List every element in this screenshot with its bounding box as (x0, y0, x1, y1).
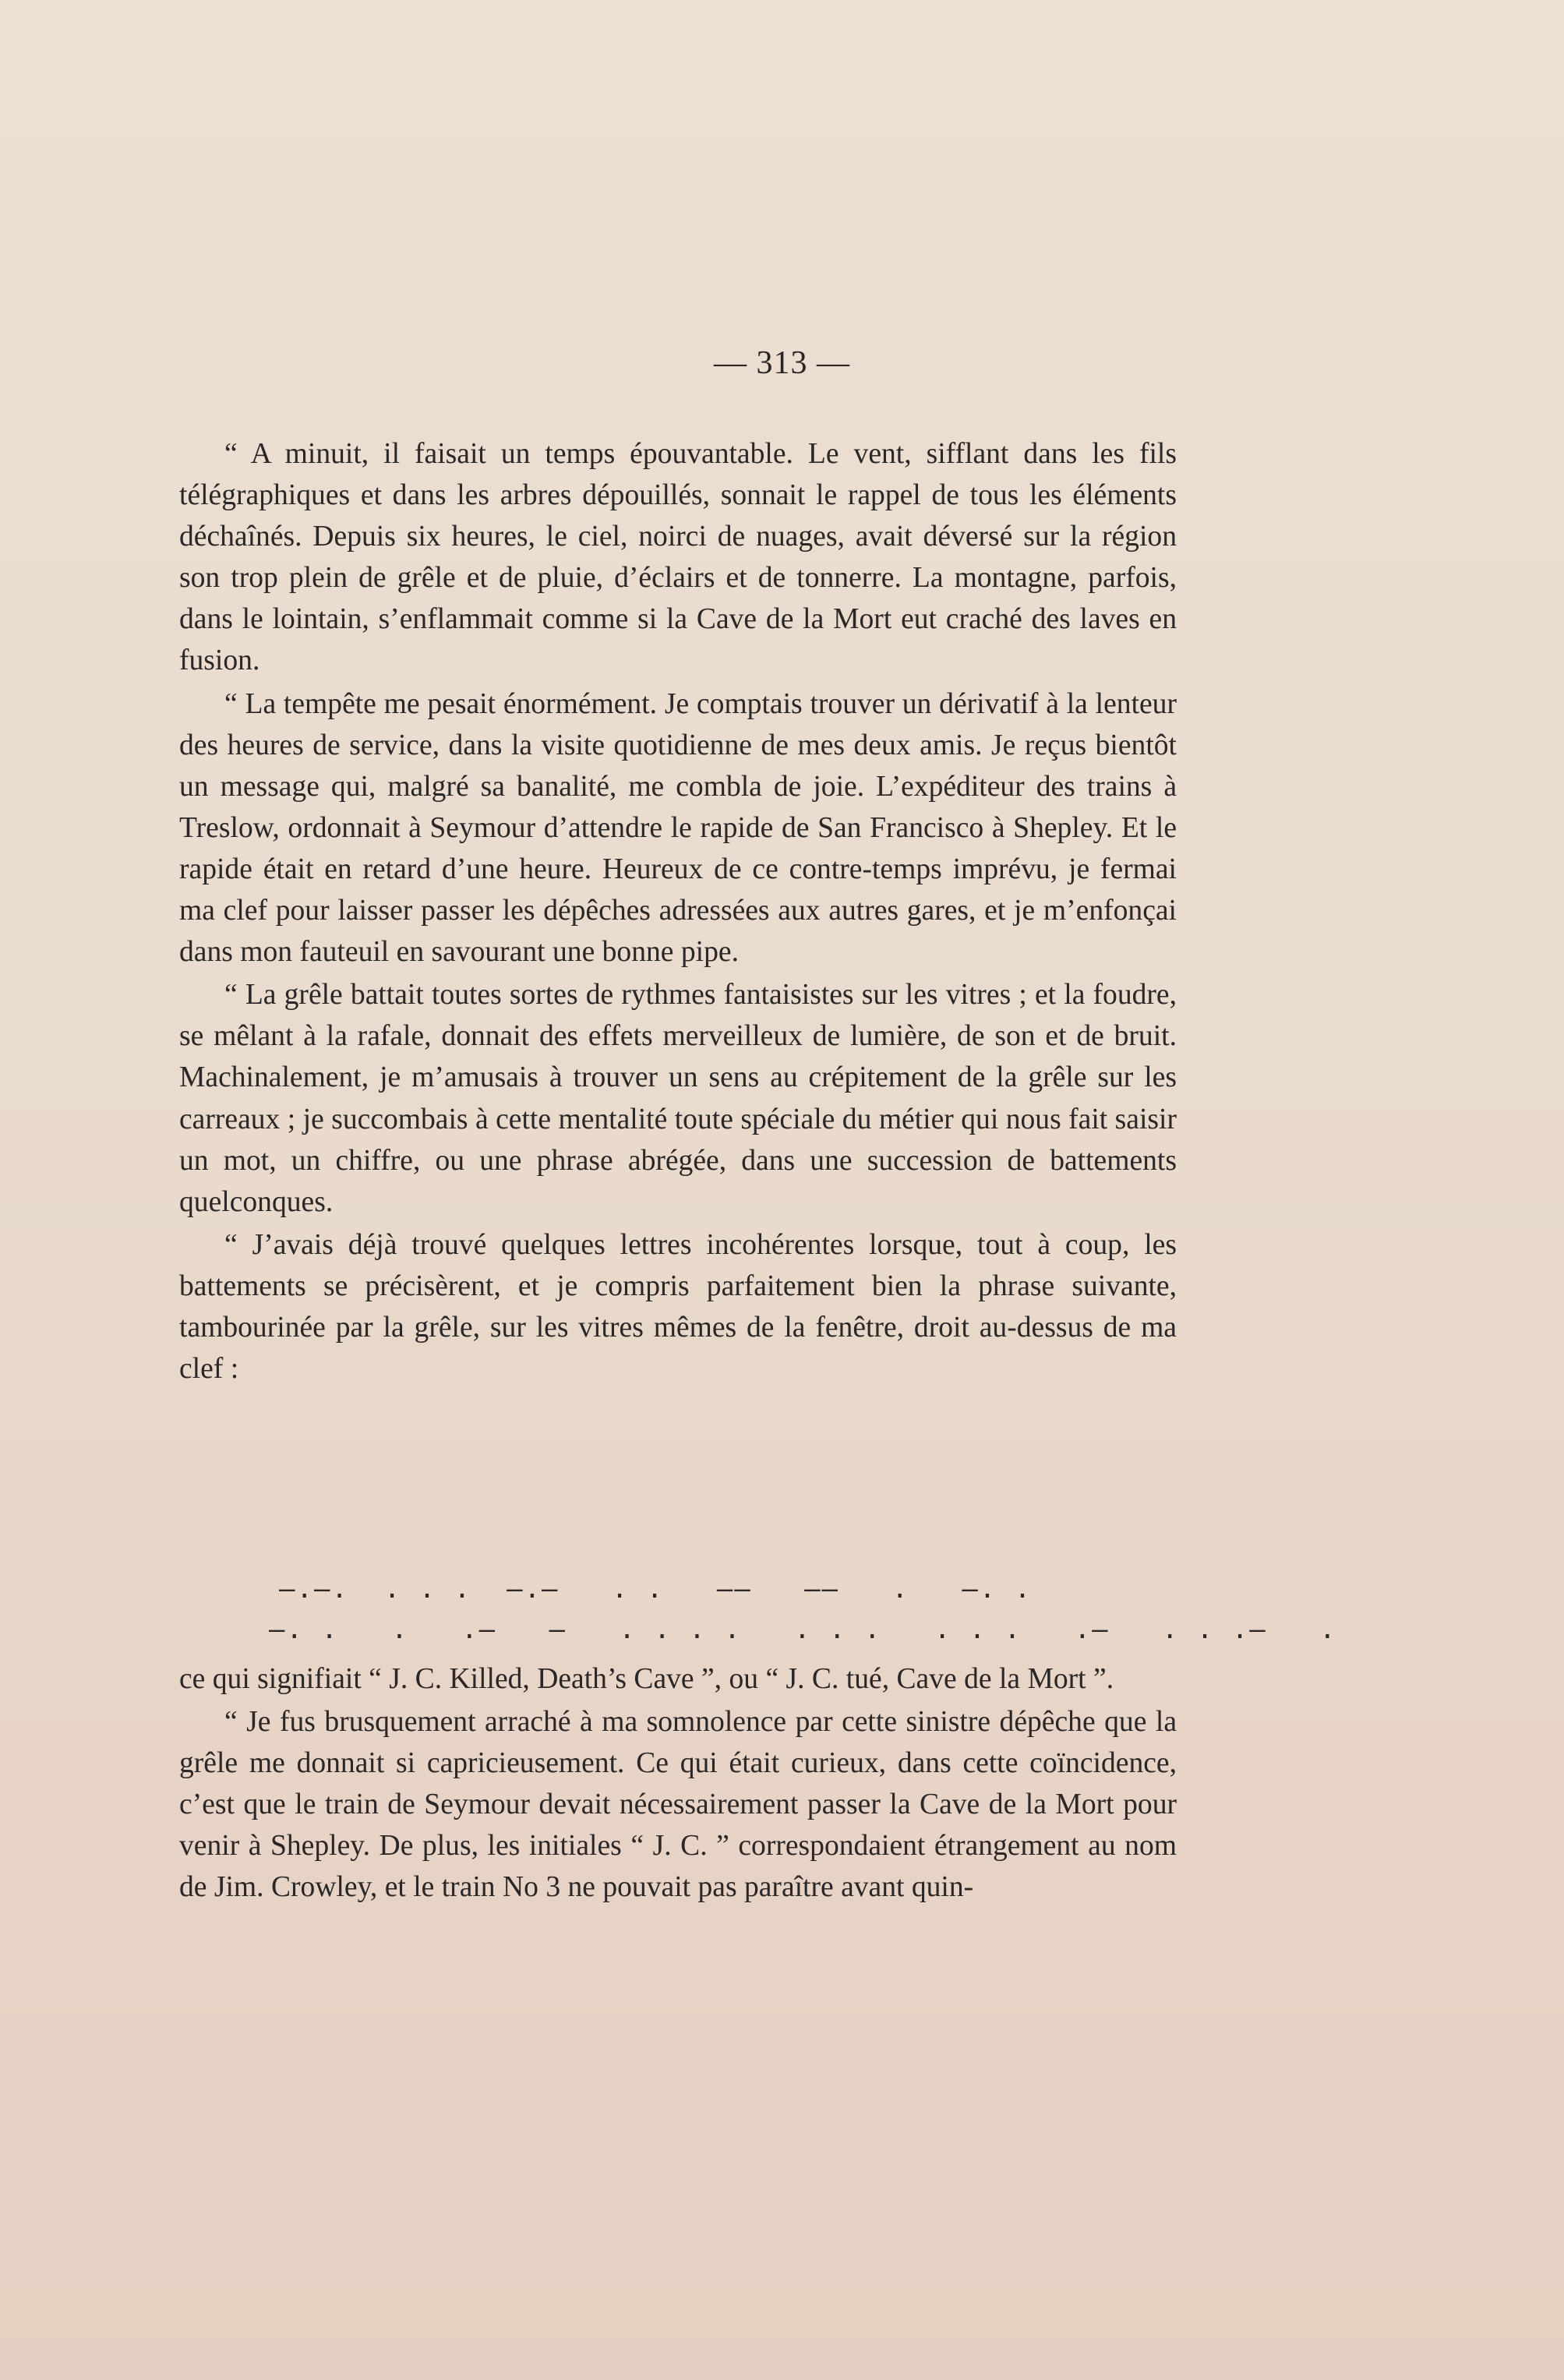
body-text-before-morse (179, 433, 1177, 1391)
morse-code-line: —. . . .— — . . . . . . . . . . .— . . .— . (269, 1614, 1337, 1645)
paragraph: “ La tempête me pesait énormément. Je comptais trouver un dérivatif à la lenteur des heures de service, dans la visite quotidienne de mes deux amis. Je reçus bientôt un message qui, malgré sa banalité, me combla de joie. L’expéditeur des trains à Treslow, ordonnait à Seymour d’attendre le rapide de San Francisco à Shepley. Et le rapide était en retard d’une heure. Heureux de ce contre-temps imprévu, je fermai ma clef pour laisser passer les dépêches adressées aux autres gares, et je m’enfonçai dans mon fauteuil en savourant une bonne pipe. (179, 687, 1177, 969)
page-number: — 313 — (714, 345, 850, 381)
paragraph: “ Je fus brusquement arraché à ma somnolence par cette sinistre dépêche que la grêle me donnait si capricieusement. Ce qui était curieux, dans cette coïncidence, c’est que le train de Seymour devait nécessairement passer la Cave de la Mort pour venir à Shepley. De plus, les initiales “ J. C. ” correspondaient étrangement au nom de Jim. Crowley, et le train No 3 ne pouvait pas paraître avant quin- (179, 1706, 1177, 1904)
paragraph: “ A minuit, il faisait un temps épouvantable. Le vent, sifflant dans les fils télégraphiques et dans les arbres dépouillés, sonnait le rappel de tous les éléments déchaînés. Depuis six heures, le ciel, noirci de nuages, avait déversé sur la région son trop plein de grêle et de pluie, d’éclairs et de tonnerre. La montagne, parfois, dans le lointain, s’enflammait comme si la Cave de la Mort eut craché des laves en fusion. (179, 438, 1177, 677)
paragraph: ce qui signifiait “ J. C. Killed, Death’s Cave ”, ou “ J. C. tué, Cave de la Mort ”. (179, 1663, 1114, 1695)
paragraph: “ La grêle battait toutes sortes de rythmes fantaisistes sur les vitres ; et la foudre, se mêlant à la rafale, donnait des effets merveilleux de lumière, de son et de bruit. Machinalement, je m’amusais à trouver un sens au crépitement de la grêle sur les carreaux ; je succombais à cette mentalité toute spéciale du métier qui nous fait saisir un mot, un chiffre, ou une phrase abrégée, dans une succession de battements quelconques. (179, 979, 1177, 1218)
morse-code-line: —.—. . . . —.— . . —— —— . —. . (279, 1573, 1033, 1605)
paragraph: “ J’avais déjà trouvé quelques lettres incohérentes lorsque, tout à coup, les battements se précisèrent, et je compris parfaitement bien la phrase suivante, tambourinée par la grêle, sur les vitres mêmes de la fenêtre, droit au-dessus de ma clef : (179, 1228, 1177, 1386)
body-text-after-morse (179, 1658, 1177, 1910)
